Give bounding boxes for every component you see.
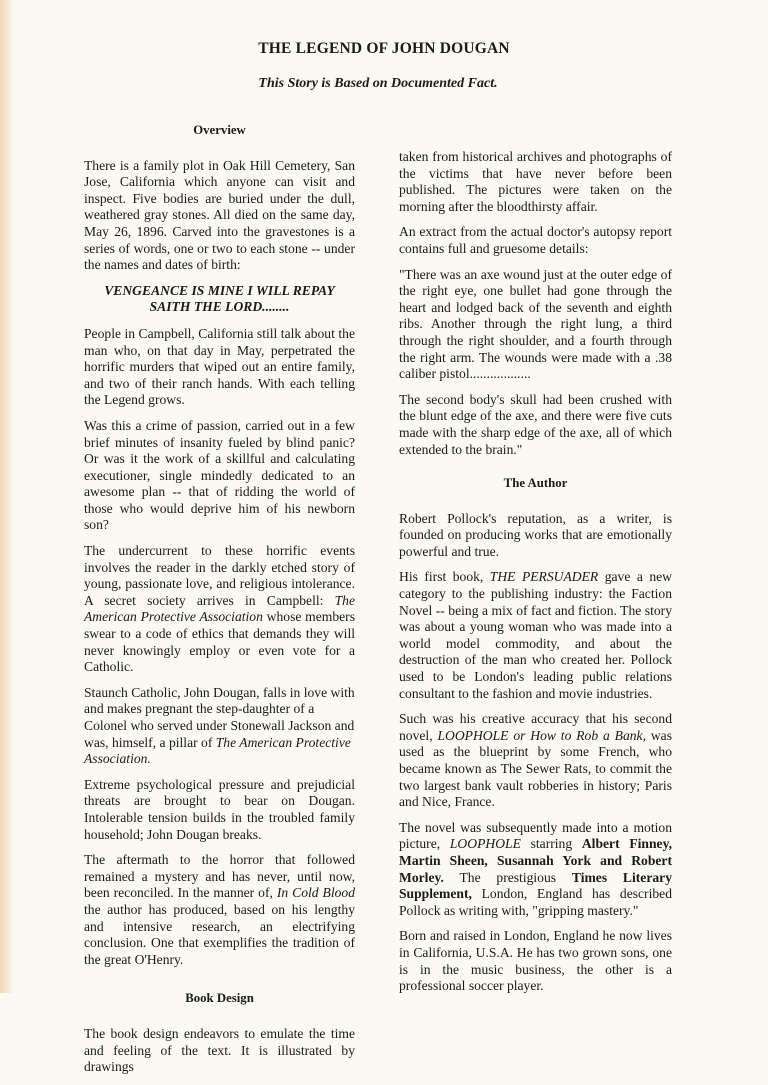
author-heading: The Author	[503, 476, 568, 491]
gravestone-inscription: VENGEANCE IS MINE I WILL REPAY SAITH THE LORD........	[104, 282, 335, 315]
cast-names: Albert Finney, Martin Sheen, Susannah York and Robert Morley.	[399, 836, 673, 885]
document-subtitle: This Story is Based on Documented Fact.	[258, 76, 498, 91]
left-column	[84, 122, 355, 1085]
book-title: LOOPHOLE or How to Rob a Bank	[437, 727, 643, 743]
book-design-paragraph-1-continued: taken from historical archives and photographs of the victims that have never before been published. The pictures were taken on the morning after the bloodthirsty affair.	[399, 149, 672, 214]
book-title: THE PERSUADER	[489, 569, 599, 585]
overview-paragraph-3: Was this a crime of passion, carried out in a few brief minutes of insanity fueled by blind panic? Or was it the work of a skillful and calculating executioner, single mindedly dedicated to an awesome plan -- that of ridding the world of those who would deprive him of his newborn son?	[84, 417, 355, 533]
overview-paragraph-2: People in Campbell, California still talk about the man who, on that day in May, perpetrated the horrific murders that wiped out an entire family, and two of their ranch hands. With each telling the Legend grows.	[84, 325, 355, 408]
publication-name: Times Literary Supplement,	[399, 869, 672, 902]
book-reference: In Cold Blood	[276, 885, 355, 901]
book-design-paragraph-1: The book design endeavors to emulate the time and feeling of the text. It is illustrated by drawings	[84, 1025, 355, 1075]
author-paragraph-1: Robert Pollock's reputation, as a writer, is founded on producing works that are emotionally powerful and true.	[399, 510, 672, 559]
society-name: The American Protective Association.	[84, 734, 351, 767]
document-title: THE LEGEND OF JOHN DOUGAN	[258, 40, 510, 57]
author-paragraph-2: His first book, THE PERSUADER gave a new category to the publishing industry: the Faction Novel -- being a mix of fact and fiction. The story was about a young woman who was made into a world model commodity, and about the destruction of the man who created her. Pollock used to be London's leading public relations consultant to the fashion and movie industries.	[399, 569, 672, 701]
author-paragraph-3: Such was his creative accuracy that his second novel, LOOPHOLE or How to Rob a Bank, was used as the blueprint by some French, who became known as The Sewer Rats, to commit the two largest bank vault robberies in history; Paris and Nice, France.	[399, 711, 672, 810]
society-name: The American Protective Association	[84, 592, 355, 625]
right-column	[399, 149, 672, 1004]
author-paragraph-4: The novel was subsequently made into a motion picture, LOOPHOLE starring Albert Finney, Martin Sheen, Susannah York and Robert Morley. The prestigious Times Literary Supplement, London, England has described Pollock as writing with, "gripping mastery."	[399, 819, 673, 918]
overview-paragraph-5: Staunch Catholic, John Dougan, falls in love with and makes pregnant the step-daughter of a Colonel who served under Stonewall Jackson and was, himself, a pillar of The American Protective Association.	[84, 684, 355, 767]
book-design-heading: Book Design	[185, 991, 254, 1006]
overview-paragraph-1: There is a family plot in Oak Hill Cemetery, San Jose, California which anyone can visit and inspect. Five bodies are buried under the dull, weathered gray stones. All died on the same day, May 26, 1896. Carved into the gravestones is a series of words, one or two to each stone -- under the names and dates of birth:	[84, 157, 355, 273]
author-paragraph-5: Born and raised in London, England he now lives in California, U.S.A. He has two grown sons, one is in the music business, the other is a professional soccer player.	[399, 928, 672, 994]
autopsy-quote-2: The second body's skull had been crushed with the blunt edge of the axe, and there were five cuts made with the sharp edge of the axe, all of which extended to the brain."	[399, 391, 672, 457]
overview-paragraph-6: Extreme psychological pressure and prejudicial threats are brought to bear on Dougan. Intolerable tension builds in the troubled family household; John Dougan breaks.	[84, 776, 355, 842]
overview-paragraph-4: The undercurrent to these horrific events involves the reader in the darkly etched story of young, passionate love, and religious intolerance. A secret society arrives in Campbell: The American Protective Association whose members swear to a code of ethics that demands they will never knowingly employ or even vote for a Catholic.	[84, 543, 355, 675]
film-title: LOOPHOLE	[449, 836, 521, 852]
book-design-paragraph-2: An extract from the actual doctor's autopsy report contains full and gruesome details:	[399, 224, 672, 256]
overview-heading: Overview	[193, 123, 246, 137]
autopsy-quote-1: "There was an axe wound just at the outer edge of the right eye, one bullet had gone through the heart and lodged back of the seventh and eighth ribs. Another through the right lung, a third through the right shoulder, and a fourth through the right arm. The wounds were made with a .38 caliber pistol..................	[399, 266, 672, 382]
overview-paragraph-7: The aftermath to the horror that followed remained a mystery and has never, until now, been reconciled. In the manner of, In Cold Blood the author has produced, based on his lengthy and intensive research, an electrifying conclusion. One that exemplifies the tradition of the great O'Henry.	[84, 852, 355, 967]
